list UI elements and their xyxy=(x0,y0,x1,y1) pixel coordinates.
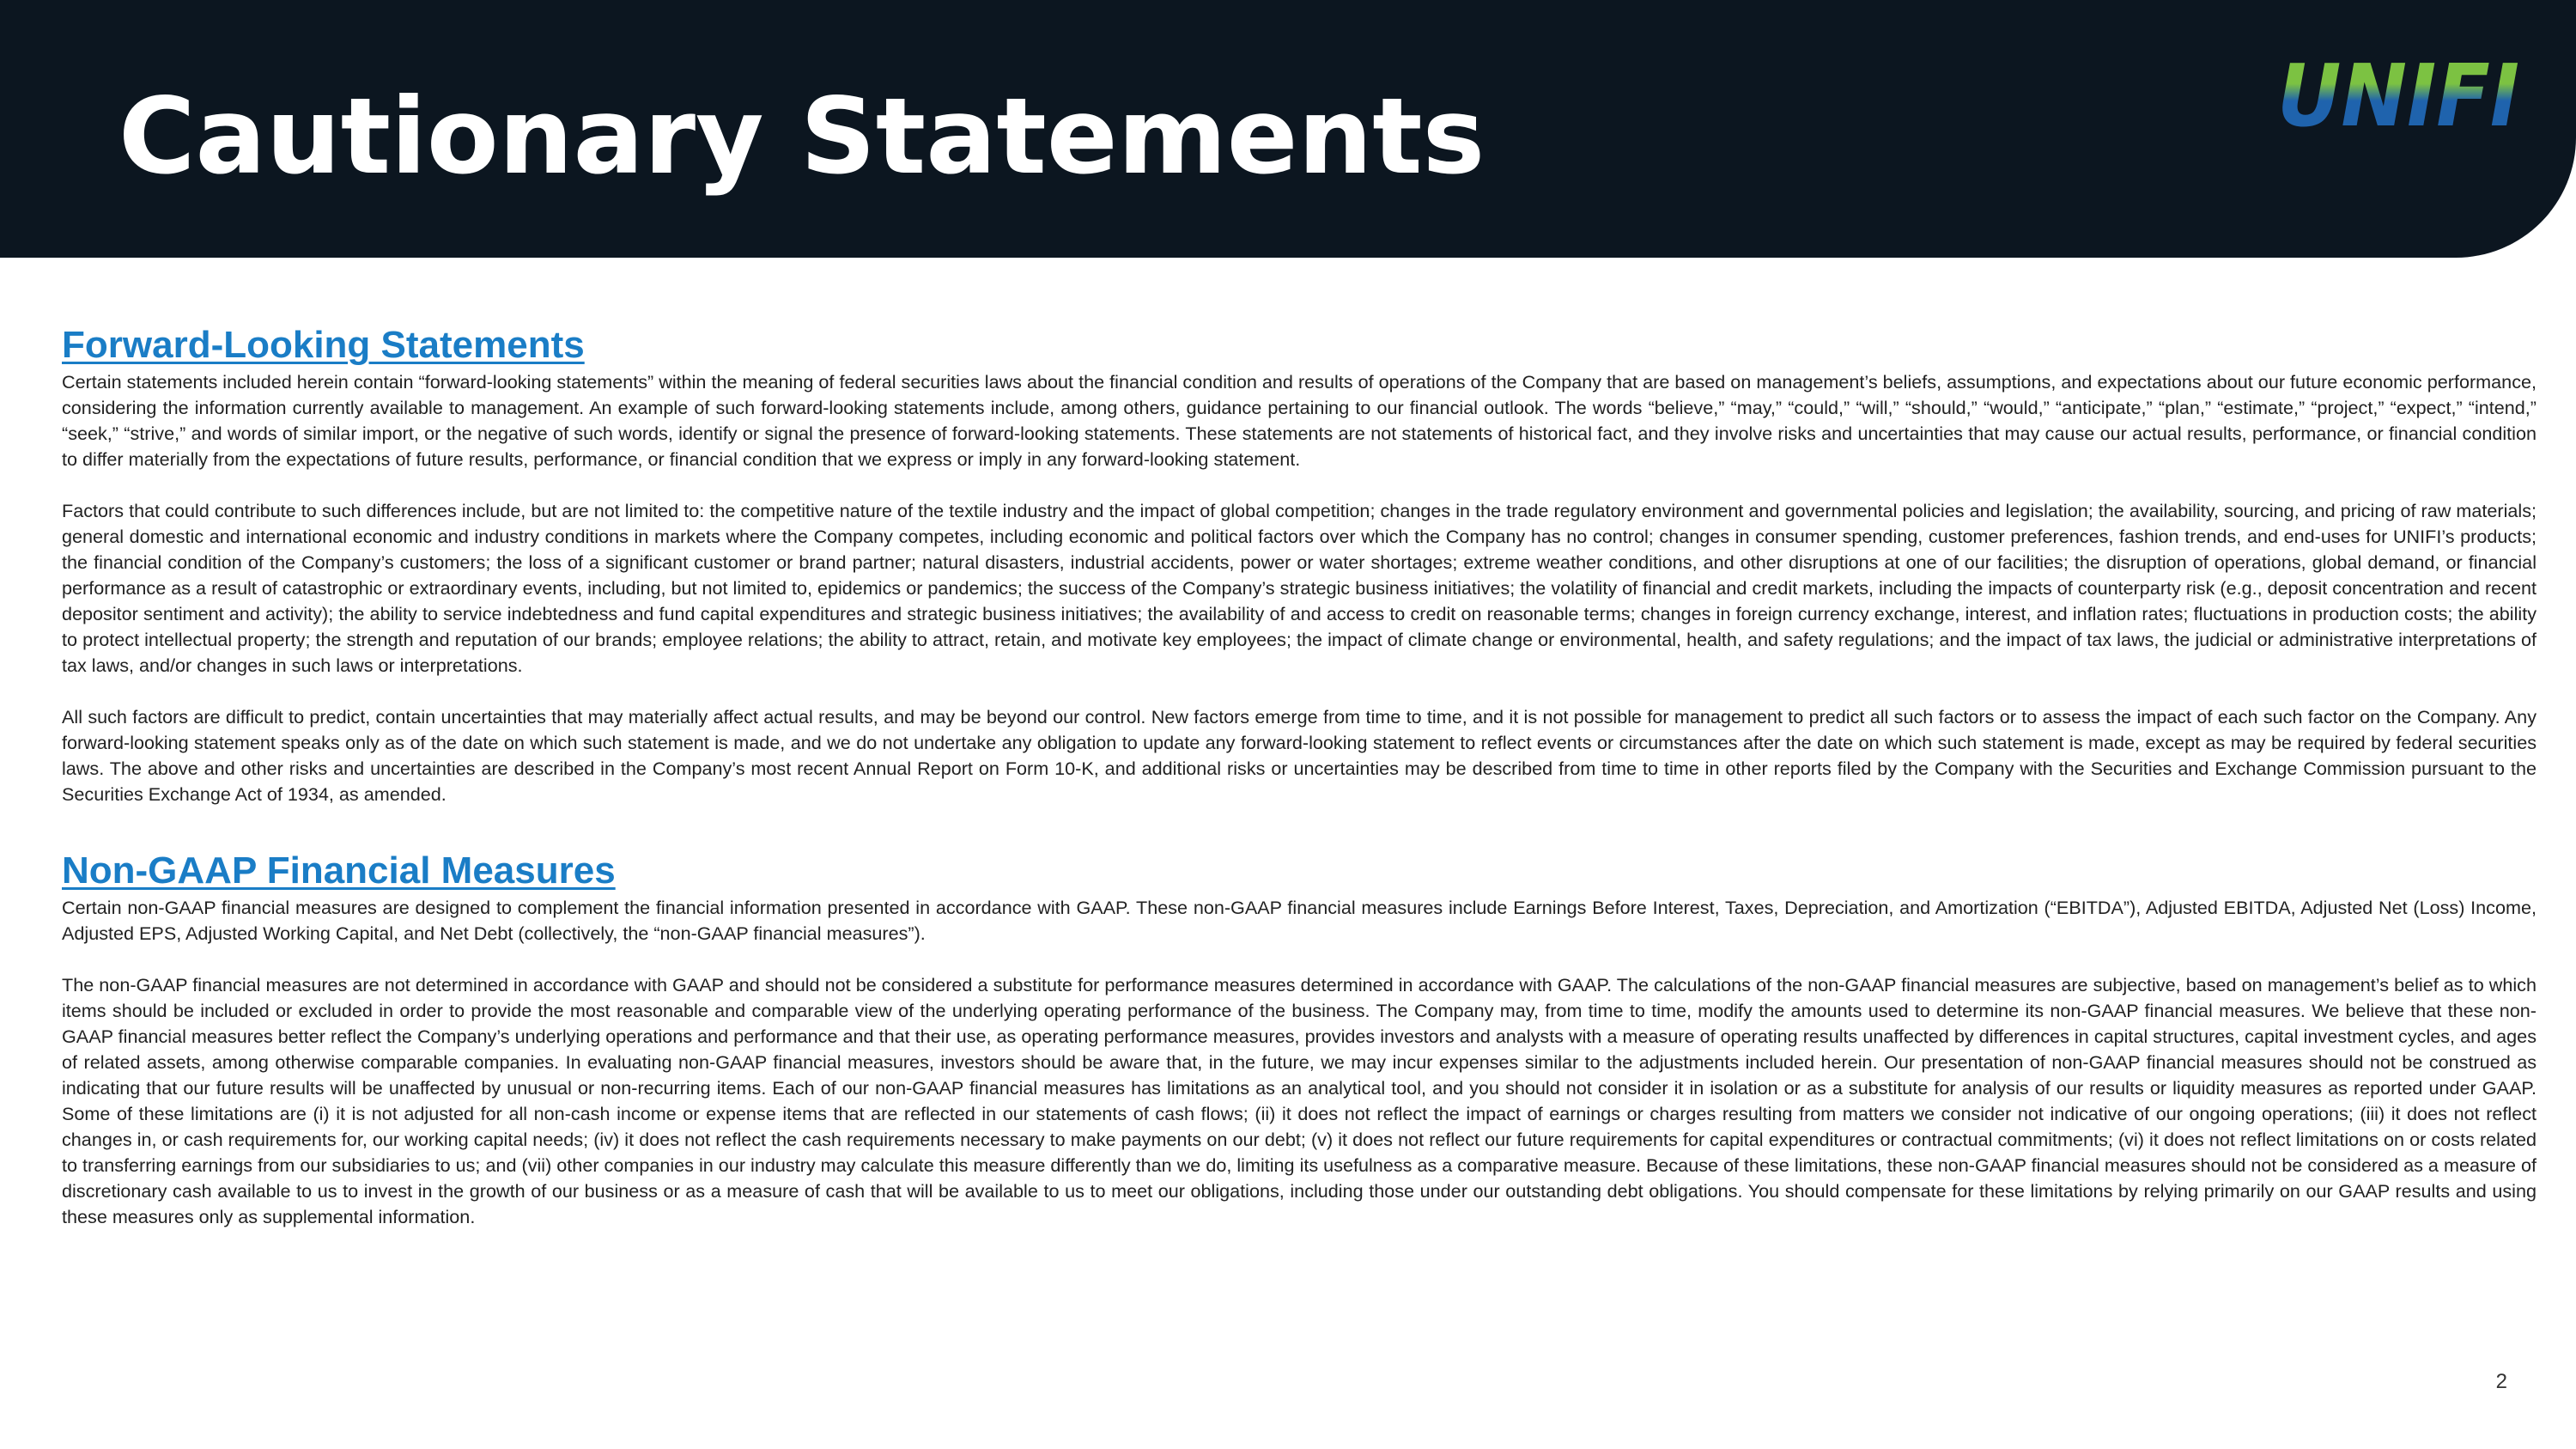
unifi-logo xyxy=(2270,45,2528,131)
forward-looking-paragraph-1: Certain statements included herein contain “forward-looking statements” within the meaning of federal securities laws about the financial condition and results of operations of the Company that are based on management’s beliefs, assumptions, and expectations about our future economic performance, considering the information currently available to management. An example of such forward-looking statements include, among others, guidance pertaining to our financial outlook. The words “believe,” “may,” “could,” “will,” “should,” “would,” “anticipate,” “plan,” “estimate,” “project,” “expect,” “intend,” “seek,” “strive,” and words of similar import, or the negative of such words, identify or signal the presence of forward-looking statements. These statements are not statements of historical fact, and they involve risks and uncertainties that may cause our actual results, performance, or financial condition to differ materially from the expectations of future results, performance, or financial condition that we express or imply in any forward-looking statement. xyxy=(62,371,2537,470)
forward-looking-heading[interactable]: Forward-Looking Statements xyxy=(62,324,585,366)
non-gaap-section xyxy=(62,847,2537,1230)
page-number: 2 xyxy=(2495,1370,2507,1393)
page-title: Cautionary Statements xyxy=(118,76,1485,198)
forward-looking-paragraph-3: All such factors are difficult to predict, contain uncertainties that may materially affect actual results, and may be beyond our control. New factors emerge from time to time, and it is not possible for management to predict all such factors or to assess the impact of each such factor on the Company. Any forward-looking statement speaks only as of the date on which such statement is made, and we do not undertake any obligation to update any forward-looking statement to reflect events or circumstances after the date on which such statement is made, except as may be required by federal securities laws. The above and other risks and uncertainties are described in the Company’s most recent Annual Report on Form 10-K, and additional risks or uncertainties may be described from time to time in other reports filed by the Company with the Securities and Exchange Commission pursuant to the Securities Exchange Act of 1934, as amended. xyxy=(62,706,2537,805)
forward-looking-section xyxy=(62,321,2537,807)
non-gaap-heading[interactable]: Non-GAAP Financial Measures xyxy=(62,849,616,892)
non-gaap-paragraph-1: Certain non-GAAP financial measures are designed to complement the financial information presented in accordance with GAAP. These non-GAAP financial measures include Earnings Before Interest, Taxes, Depreciation, and Amortization (“EBITDA”), Adjusted EBITDA, Adjusted Net (Loss) Income, Adjusted EPS, Adjusted Working Capital, and Net Debt (collectively, the “non-GAAP financial measures”). xyxy=(62,897,2537,944)
non-gaap-paragraph-2: The non-GAAP financial measures are not determined in accordance with GAAP and should not be considered a substitute for performance measures determined in accordance with GAAP. The calculations of the non-GAAP financial measures are subjective, based on management’s belief as to which items should be included or excluded in order to provide the most reasonable and comparable view of the underlying operating performance of the business. The Company may, from time to time, modify the amounts used to determine its non-GAAP financial measures. We believe that these non-GAAP financial measures better reflect the Company’s underlying operations and performance and that their use, as operating performance measures, provides investors and analysts with a measure of operating results unaffected by differences in capital structures, capital investment cycles, and ages of related assets, among otherwise comparable companies. In evaluating non-GAAP financial measures, investors should be aware that, in the future, we may incur expenses similar to the adjustments included herein. Our presentation of non-GAAP financial measures should not be construed as indicating that our future results will be unaffected by unusual or non-recurring items. Each of our non-GAAP financial measures has limitations as an analytical tool, and you should not consider it in isolation or as a substitute for analysis of our results or liquidity measures as reported under GAAP. Some of these limitations are (i) it is not adjusted for all non-cash income or expense items that are reflected in our statements of cash flows; (ii) it does not reflect the impact of earnings or charges resulting from matters we consider not indicative of our ongoing operations; (iii) it does not reflect changes in, or cash requirements for, our working capital needs; (iv) it does not reflect the cash requirements necessary to make payments on our debt; (v) it does not reflect our future requirements for capital expenditures or contractual commitments; (vi) it does not reflect limitations on or costs related to transferring earnings from our subsidiaries to us; and (vii) other companies in our industry may calculate this measure differently than we do, limiting its usefulness as a comparative measure. Because of these limitations, these non-GAAP financial measures should not be considered as a measure of discretionary cash available to us to invest in the growth of our business or as a measure of cash that will be available to us to meet our obligations, including those under our outstanding debt obligations. You should compensate for these limitations by relying primarily on our GAAP results and using these measures only as supplemental information. xyxy=(62,974,2537,1227)
logo-wordmark: UNIFI xyxy=(2277,46,2519,131)
forward-looking-paragraph-2: Factors that could contribute to such differences include, but are not limited to: the competitive nature of the textile industry and the impact of global competition; changes in the trade regulatory environment and governmental policies and legislation; the availability, sourcing, and pricing of raw materials; general domestic and international economic and industry conditions in markets where the Company competes, including economic and political factors over which the Company has no control; changes in consumer spending, customer preferences, fashion trends, and end-uses for UNIFI’s products; the financial condition of the Company’s customers; the loss of a significant customer or brand partner; natural disasters, industrial accidents, power or water shortages; extreme weather conditions, and other disruptions at one of our facilities; the disruption of operations, global demand, or financial performance as a result of catastrophic or extraordinary events, including, but not limited to, epidemics or pandemics; the success of the Company’s strategic business initiatives; the volatility of financial and credit markets, including the impacts of counterparty risk (e.g., deposit concentration and recent depositor sentiment and activity); the ability to service indebtedness and fund capital expenditures and strategic business initiatives; the availability of and access to credit on reasonable terms; changes in foreign currency exchange, interest, and inflation rates; fluctuations in production costs; the ability to protect intellectual property; the strength and reputation of our brands; employee relations; the ability to attract, retain, and motivate key employees; the impact of climate change or environmental, health, and safety regulations; and the impact of tax laws, the judicial or administrative interpretations of tax laws, and/or changes in such laws or interpretations. xyxy=(62,500,2537,676)
content-area xyxy=(62,321,2537,1230)
